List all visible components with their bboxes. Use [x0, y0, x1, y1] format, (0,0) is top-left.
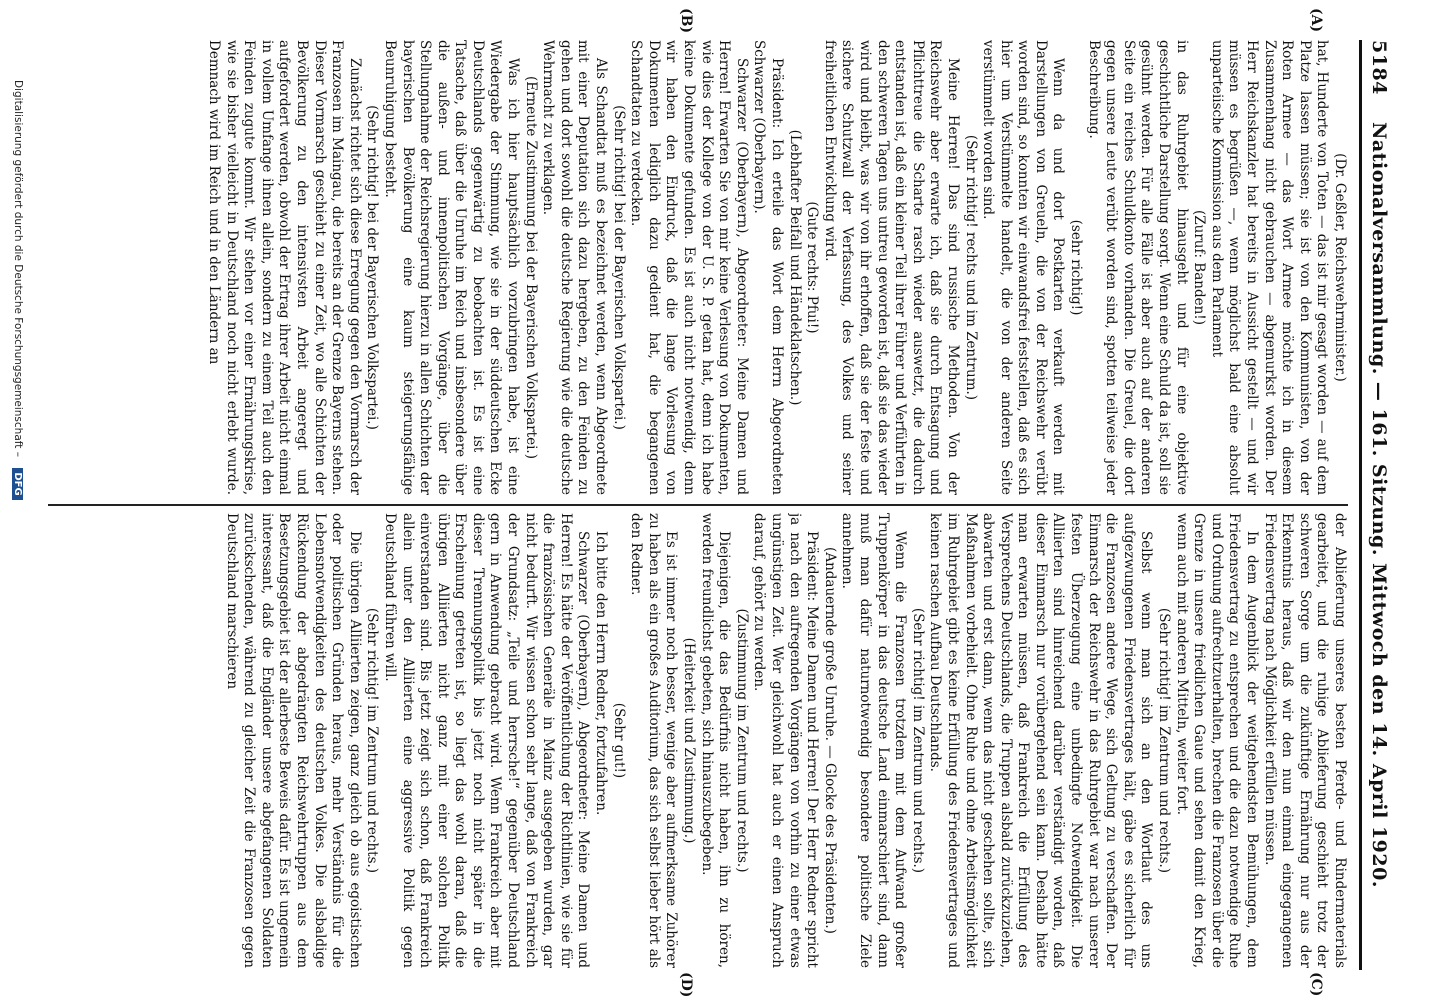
paragraph: Wenn die Franzosen trotzdem mit dem Aufwand großer Truppenkörper in das deutsche Land einmarschiert sind, dann muß man dafür naturnotwendig besondere politische Ziele annehmen.	[839, 513, 909, 968]
interjection: (Sehr richtig! im Zentrum und rechts.)	[1156, 607, 1173, 874]
page-title: Nationalversammlung. — 161. Sitzung. Mittwoch den 14. April 1920.	[1368, 122, 1390, 888]
interjection: (sehr richtig!)	[1068, 219, 1085, 316]
paragraph: Präsident: Meine Damen und Herren! Der Herr Redner spricht ja nach den aufregenden Vorgängen von vorhin zu einer etwas ungünstigen Zeit. Wer gleichwohl hat auch er einen Anspruch darauf, gehört zu werden.	[751, 513, 821, 968]
paragraph: Als Schandtat muß es bezeichnet werden, wenn Abgeordnete mit einer Deputation sich dazu hergeben, zu den Feinden zu gehen und dort sowohl die deutsche Regierung wie die deutsche Wehrmacht zu verklagen.	[540, 40, 610, 495]
page-number: 5184	[1368, 40, 1390, 95]
paragraph: Die übrigen Alliierten zeigen, ganz gleich ob aus egoistischen oder politischen Gründen heraus, mehr Verständnis für die Lebensnotwendigkeiten des deutschen Volkes. Die alsbaldige Rückendung der abgedrängten Reichswehrtruppen aus dem Besetzungsgebiet ist der allerbeste Beweis dafür. Es ist ungemein interessant, daß die Engländer unsere abgefangenen Soldaten zurückschenden, während zu gleicher Zeit die Franzosen gegen Deutschland marschieren	[223, 513, 363, 968]
page-header	[1359, 40, 1394, 970]
interjection: (Lebhafter Beifall und Händeklatschen.)	[786, 129, 803, 406]
margin-mark-a: (A)	[1308, 8, 1324, 33]
dfg-logo: DFG	[13, 468, 24, 499]
paragraph: Ich bitte den Herrn Redner, fortzufahren.	[593, 531, 610, 816]
paragraph: Schwarzer (Oberbayern), Abgeordneter: Meine Damen und Herren! Es hätte der Veröffentlichung der Richtlinien, wie sie für die französischen Generäle in Mainz ausgegeben wurden, gar nicht bedurft. Wir wissen schon sehr lange, daß von Frankreich der Grundsatz: „Teile und herrsche!“ gegenüber Deutschland gern in Anwendung gebracht wird. Wenn Frankreich aber mit dieser Trennungspolitik bis jetzt noch nicht später in die Erscheinung getreten ist, so liegt das wohl daran, daß die übrigen Alliierten nicht ganz mit einer solchen Politik einverstanden sind. Bis jetzt zeigt sich schon, daß Frankreich allein unter den Alliierten eine aggressive Politik gegen Deutschland führen will.	[381, 513, 592, 968]
right-column	[48, 513, 1348, 968]
speaker-line: (Dr. Geßler, Reichswehrminister.)	[1332, 153, 1348, 382]
paragraph: In dem Augenblick der weitgehendsten Bemühungen, dem Friedensvertrag zu entsprechen und die dazu notwendige Ruhe und Ordnung aufrechtzuerhalten, brechen die Franzosen über die Grenze in unsere friedlichen Gaue und sehen damit den Krieg, wenn auch mit anderen Mitteln, weiter fort.	[1173, 513, 1261, 968]
column-divider	[48, 504, 1348, 506]
paragraph: Diejenigen, die das Bedürfnis nicht haben, ihn zu hören, werden freundlichst gebeten, sich hinauszubegeben.	[698, 513, 733, 968]
paragraph: Was ich hier hauptsächlich vorzubringen habe, ist eine Wiedergabe der Stimmung, wie sie in der süddeutschen Ecke Deutschlands gegenwärtig zu beobachten ist. Es ist eine Tatsache, daß über die Unruhe im Reich und insbesondere über die außen- und innenpolitischen Vorgänge, über die Stellungnahme der Reichsregierung hierzu in allen Schichten der bayerischen Bevölkerung eine kaum steigerungsfähige Beunruhigung besteht.	[381, 40, 522, 495]
paragraph: Zunächst richtet sich diese Erregung gegen den Vormarsch der Franzosen im Maingau, die bereits an der Grenze Bayerns stehen. Dieser Vormarsch geschieht zu einer Zeit, wo alle Schichten der Bevölkerung zu den intensivsten Arbeit angeregt und aufgefordert werden, obwohl der Ertrag ihrer Arbeit nicht einmal in vollem Umfange ihnen allein, sondern zu einem Teil auch den Feinden zugute kommt. Wir stehen vor einer Ernährungskrise, wie sie bisher vielleicht in Deutschland noch nicht erlebt wurde. Demnach wird im Reich und in den Ländern an	[206, 40, 363, 495]
credit-text: Digitalisierung gefördert durch die Deutsche Forschungsgemeinschaft –	[12, 80, 24, 457]
interjection: (Zustimmung im Zentrum und rechts.)	[733, 608, 750, 873]
paragraph: Selbst wenn man sich an den Wortlaut des uns aufgezwungenen Friedensvertrages hält, gäbe es sicherlich für die Franzosen andere Wege, sich Geltung zu verschaffen. Der Einmarsch der Reichswehr in das Ruhrgebiet war nach unserer festen Überzeugung eine unbedingte Notwendigkeit. Die Alliierten sind hinreichend darüber verständigt worden, daß dieser Einmarsch nur vorübergehend sein kann. Deshalb hätte man erwarten müssen, daß Frankreich die Erfüllung des Versprechens Deutschlands, die Truppen alsbald zurückzuziehen, abwarten und erst dann, wenn das nicht geschehen sollte, sich Maßnahmen vorbehielt. Ohne Ruhe und ohne Arbeitsmöglichkeit im Ruhrgebiet gibt es keine Erfüllung des Friedensvertrages und keinen raschen Aufbau Deutschlands.	[927, 513, 1155, 968]
interjection: (Heiterkeit und Zustimmung.)	[681, 637, 698, 844]
margin-mark-c: (C)	[1308, 972, 1324, 997]
paragraph: Es ist immer noch besser, wenige aber aufmerksame Zuhörer zu haben als ein großes Auditorium, das sich selbst lieber hört als den Redner.	[628, 513, 680, 968]
paragraph: in das Ruhrgebiet hinausgeht und für eine objektive geschichtliche Darstellung sorgt. Wenn eine Schuld da ist, soll sie gesühnt werden. Für alle Fälle ist aber auch auf der anderen Seite ein reiches Schuldkonto vorhanden. Die Greuel, die dort gegen unsere Leute verübt worden sind, spotten teilweise jeder Beschreibung.	[1085, 40, 1190, 495]
interjection: (Erneute Zustimmung bei der Bayerischen Volkspartei.)	[522, 76, 539, 459]
interjection: (Sehr richtig! rechts und im Zentrum.)	[962, 134, 979, 401]
interjection: (Andauernde große Unruhe. — Glocke des Präsidenten.)	[821, 547, 838, 934]
interjection: (Sehr richtig! im Zentrum und rechts.)	[909, 607, 926, 874]
paragraph: hat, Hunderte von Toten — das ist mir gesagt worden — auf dem Platze lassen müssen; sie ist von den Kommunisten, von der Roten Armee — das Wort Armee möchte ich in diesem Zusammenhang nicht gebrauchen — abgemurkst worden. Der Herr Reichskanzler hat bereits in Aussicht gestellt — und wir müssen es begrüßen —, wenn möglichst bald eine absolut unparteiische Kommission aus dem Parlament	[1208, 40, 1331, 495]
paragraph: Meine Herren! Das sind russische Methoden. Von der Reichswehr aber erwarte ich, daß sie durch Entsagung und Pflichttreue die Scharte rasch wieder auswetzt, die dadurch entstanden ist, daß ein kleiner Teil ihrer Führer und Verführten in den schweren Tagen uns untreu geworden ist, daß sie das wieder wird und bleibt, was wir von ihr erhoffen, daß sie der feste und sichere Schutzwall der Verfassung, des Volkes und seiner freiheitlichen Entwicklung wird.	[821, 40, 961, 495]
interjection: (Gute rechts: Pfui!)	[804, 201, 821, 334]
interjection: (Sehr gut!)	[610, 702, 627, 779]
paragraph: der Ablieferung unseres besten Pferde- und Rindermaterials gearbeitet, und die ruhige Ablieferung geschieht trotz der schweren Sorge um die zukünftige Ernährung nur aus der Erkenntnis heraus, daß wir den nun einmal eingegangenen Friedensvertrag nach Möglichkeit erfüllen müssen.	[1261, 513, 1348, 968]
interjection: (Sehr richtig! im Zentrum und rechts.)	[364, 607, 381, 874]
paragraph: Wenn da und dort Postkarten verkauft werden mit Darstellungen von Greueln, die von der Reichswehr verübt worden sind, so konnten wir einwandsfrei feststellen, daß es sich hier um Verstümmelte handelt, die von der anderen Seite verstümmelt worden sind.	[980, 40, 1067, 495]
left-column	[48, 40, 1348, 495]
interjection: (Sehr richtig! bei der Bayerischen Volkspartei.)	[610, 105, 627, 430]
margin-mark-b: (B)	[678, 8, 694, 34]
paragraph: Schwarzer (Oberbayern), Abgeordneter: Meine Damen und Herren! Erwarten Sie von mir keine Verlesung von Dokumenten, wie dies der Kollege von der U. S. P. getan hat, denn ich habe keine Dokumente gefunden. Es ist auch nicht notwendig, denn wir haben den Eindruck, daß die lange Vorlesung von Dokumenten lediglich dazu gedient hat, die begangenen Schandtaten zu verdecken.	[628, 40, 750, 495]
margin-mark-d: (D)	[678, 972, 694, 998]
digitization-credit	[12, 80, 24, 500]
interjection: (Sehr richtig! bei der Bayerischen Volkspartei.)	[364, 105, 381, 430]
interjection: (Zuruf: Banden!)	[1191, 209, 1208, 325]
paragraph: Präsident: Ich erteile das Wort dem Herrn Abgeordneten Schwarzer (Oberbayern).	[751, 40, 785, 495]
